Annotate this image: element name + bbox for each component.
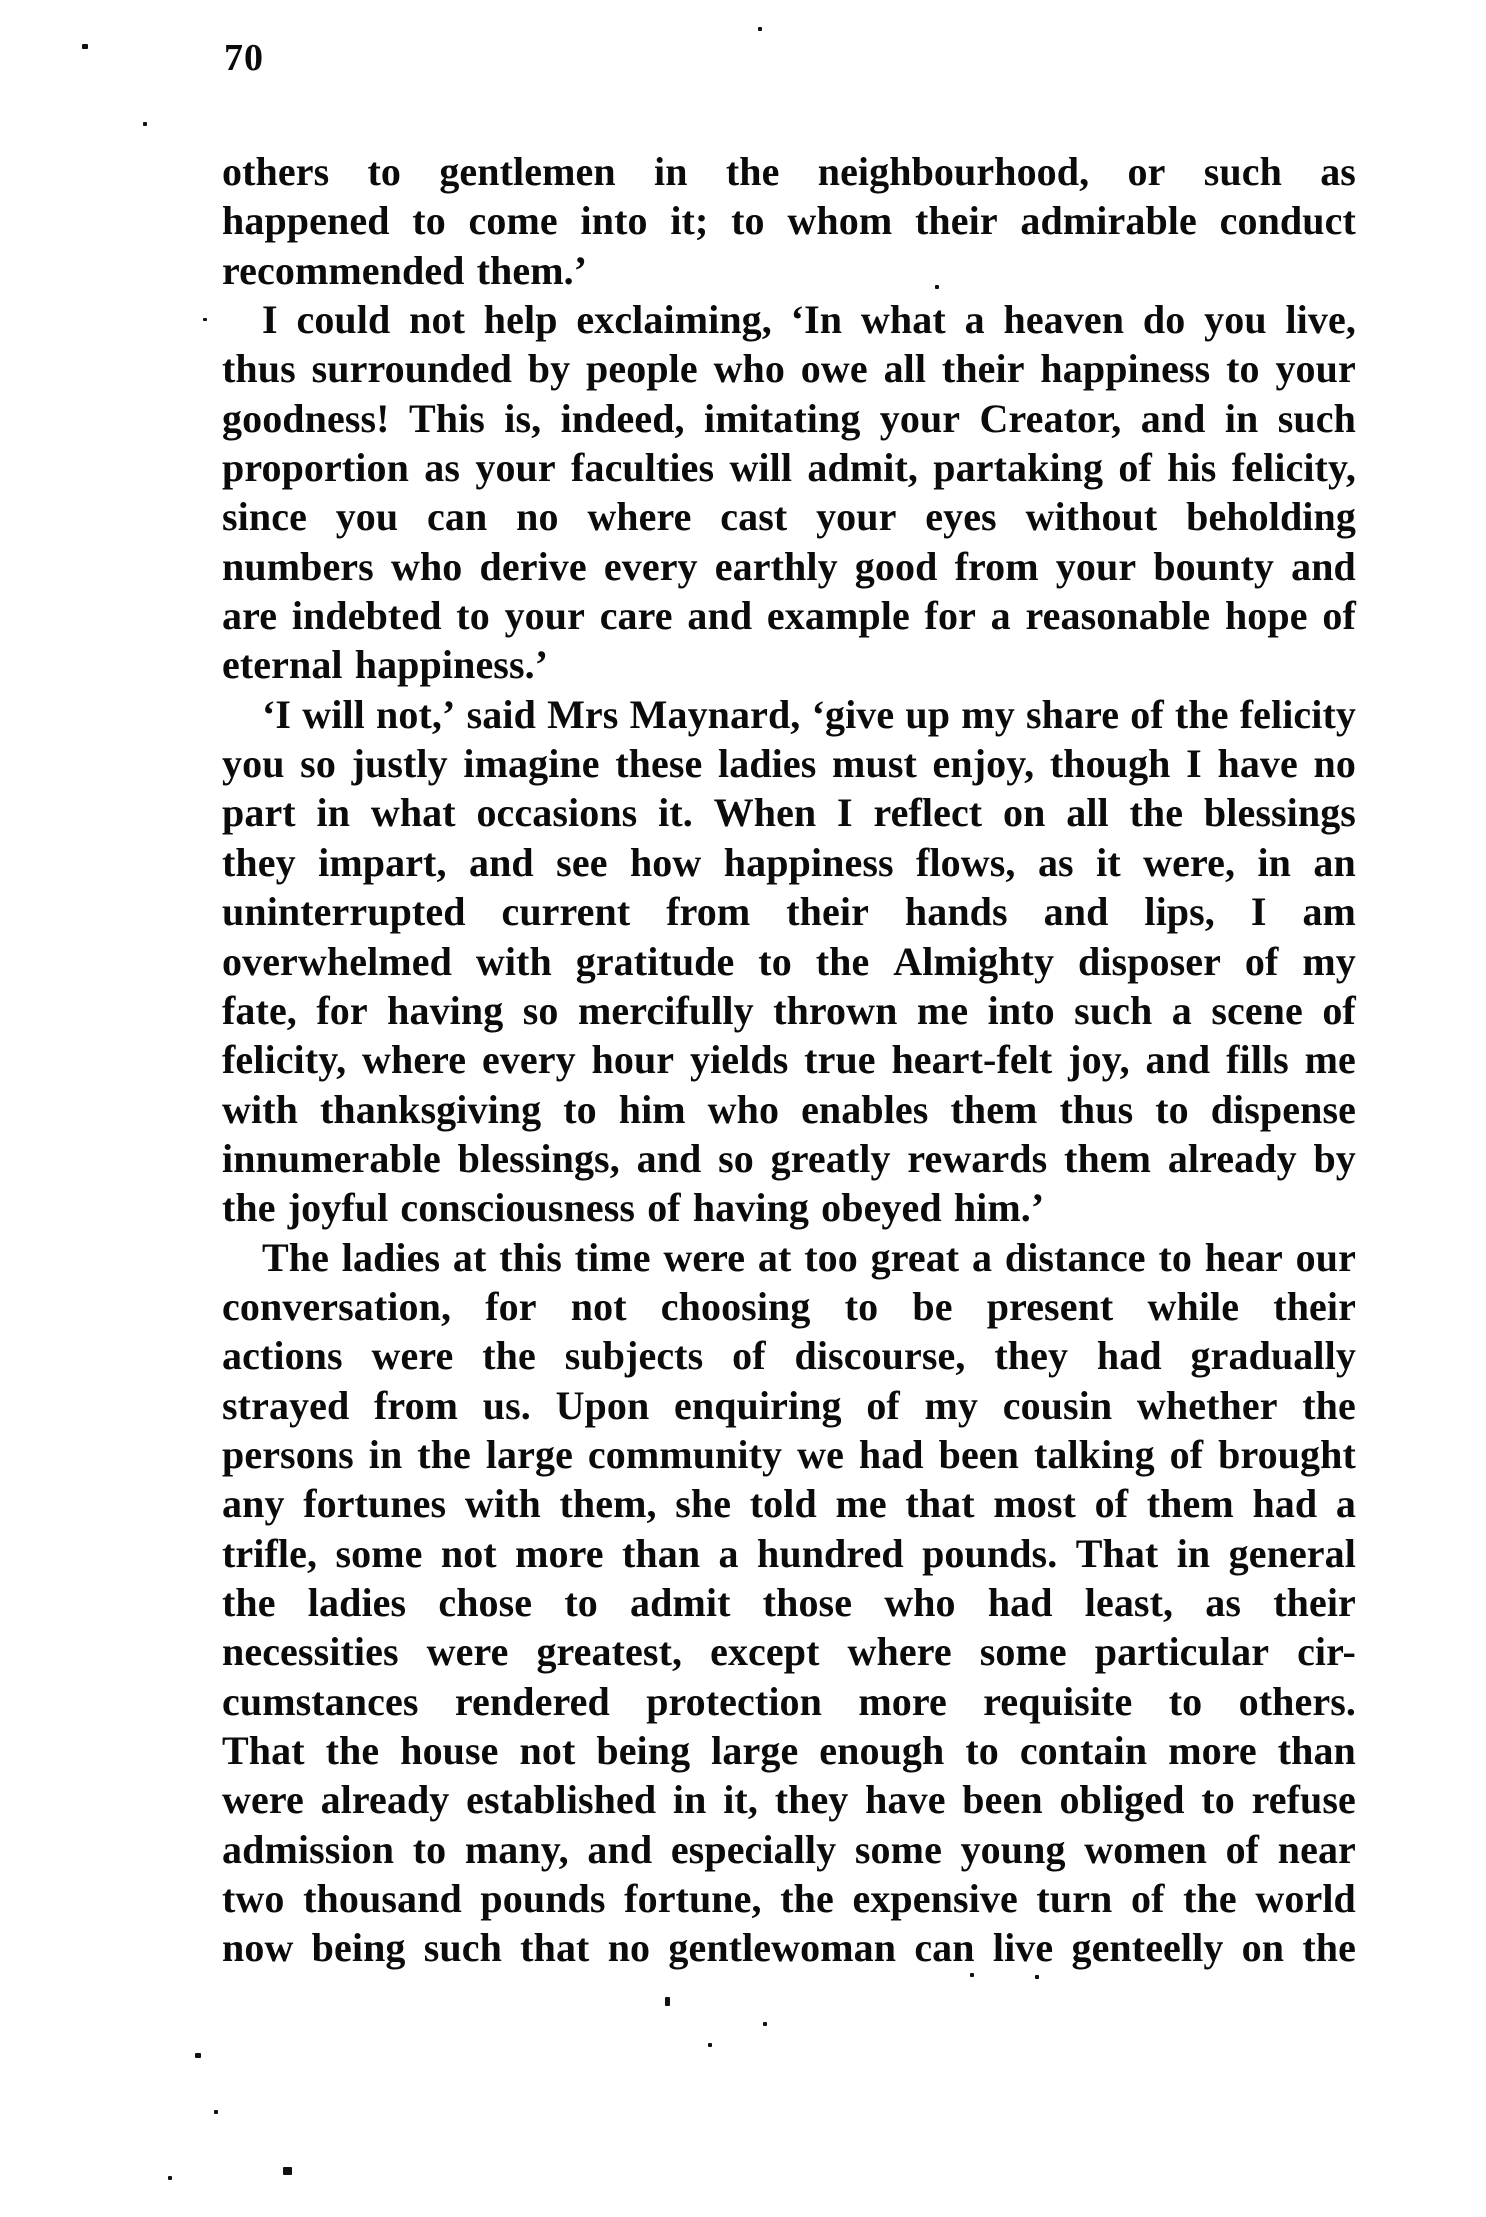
text-line: I could not help exclaiming, ‘In what a heaven do you live, <box>262 297 1356 343</box>
text-line: trifle, some not more than a hundred pounds. That in general <box>222 1530 1356 1576</box>
text-line: are indebted to your care and example for a reasonable hope of <box>222 593 1356 639</box>
scan-speck <box>1035 1975 1039 1979</box>
text-line: necessities were greatest, except where some particular cir- <box>222 1629 1356 1675</box>
text-line: were already established in it, they have been obliged to refuse <box>222 1777 1356 1823</box>
text-line: actions were the subjects of discourse, they had gradually <box>222 1333 1356 1379</box>
text-line: since you can no where cast your eyes without beholding <box>222 494 1356 540</box>
text-line: the ladies chose to admit those who had least, as their <box>222 1579 1356 1625</box>
text-line: proportion as your faculties will admit, partaking of his felicity, <box>222 445 1356 491</box>
text-line: you so justly imagine these ladies must enjoy, though I have no <box>222 741 1356 787</box>
text-line: happened to come into it; to whom their admirable conduct <box>222 198 1356 244</box>
text-block <box>222 147 1356 1973</box>
text-line: strayed from us. Upon enquiring of my cousin whether the <box>222 1382 1356 1428</box>
text-line: thus surrounded by people who owe all their happiness to your <box>222 346 1356 392</box>
scan-speck <box>283 2167 292 2175</box>
text-line: admission to many, and especially some young women of near <box>222 1826 1356 1872</box>
text-line: uninterrupted current from their hands and lips, I am <box>222 889 1356 935</box>
text-line: with thanksgiving to him who enables them thus to dispense <box>222 1086 1356 1132</box>
text-line: eternal happiness.’ <box>222 642 549 688</box>
text-line: That the house not being large enough to contain more than <box>222 1728 1356 1773</box>
scan-speck <box>168 2176 172 2180</box>
scan-speck <box>195 2053 201 2058</box>
text-line: recommended them.’ <box>222 247 588 293</box>
scan-speck <box>82 44 88 49</box>
text-line: any fortunes with them, she told me that most of them had a <box>222 1481 1356 1527</box>
text-line: two thousand pounds fortune, the expensive turn of the world <box>222 1876 1356 1922</box>
text-line: The ladies at this time were at too great a distance to hear our <box>262 1234 1356 1280</box>
scan-speck <box>708 2043 712 2047</box>
text-line: felicity, where every hour yields true heart-felt joy, and fills me <box>222 1037 1356 1083</box>
text-line: the joyful consciousness of having obeyed him.’ <box>222 1185 1045 1231</box>
text-line: now being such that no gentlewoman can live genteelly on the <box>222 1925 1356 1971</box>
text-line: part in what occasions it. When I reflect on all the blessings <box>222 790 1356 836</box>
text-line: conversation, for not choosing to be present while their <box>222 1283 1356 1329</box>
scan-speck <box>763 2022 767 2026</box>
page-number: 70 <box>224 37 264 79</box>
scan-speck <box>935 285 939 289</box>
text-line: others to gentlemen in the neighbourhood, or such as <box>222 149 1356 194</box>
text-line: fate, for having so mercifully thrown me into such a scene of <box>222 987 1356 1033</box>
scan-speck <box>203 318 207 321</box>
text-line: ‘I will not,’ said Mrs Maynard, ‘give up my share of the felicity <box>262 691 1356 737</box>
scan-speck <box>758 27 762 31</box>
text-line: goodness! This is, indeed, imitating your Creator, and in such <box>222 395 1356 441</box>
text-line: persons in the large community we had been talking of brought <box>222 1431 1356 1477</box>
text-line: cumstances rendered protection more requisite to others. <box>222 1678 1356 1724</box>
text-line: numbers who derive every earthly good from your bounty and <box>222 543 1356 589</box>
scan-speck <box>214 2110 218 2114</box>
text-line: they impart, and see how happiness flows, as it were, in an <box>222 839 1356 885</box>
scan-speck <box>970 1973 974 1977</box>
text-line: innumerable blessings, and so greatly rewards them already by <box>222 1135 1356 1181</box>
scan-speck <box>143 122 147 126</box>
scan-speck <box>665 1997 670 2006</box>
text-line: overwhelmed with gratitude to the Almighty disposer of my <box>222 938 1356 984</box>
